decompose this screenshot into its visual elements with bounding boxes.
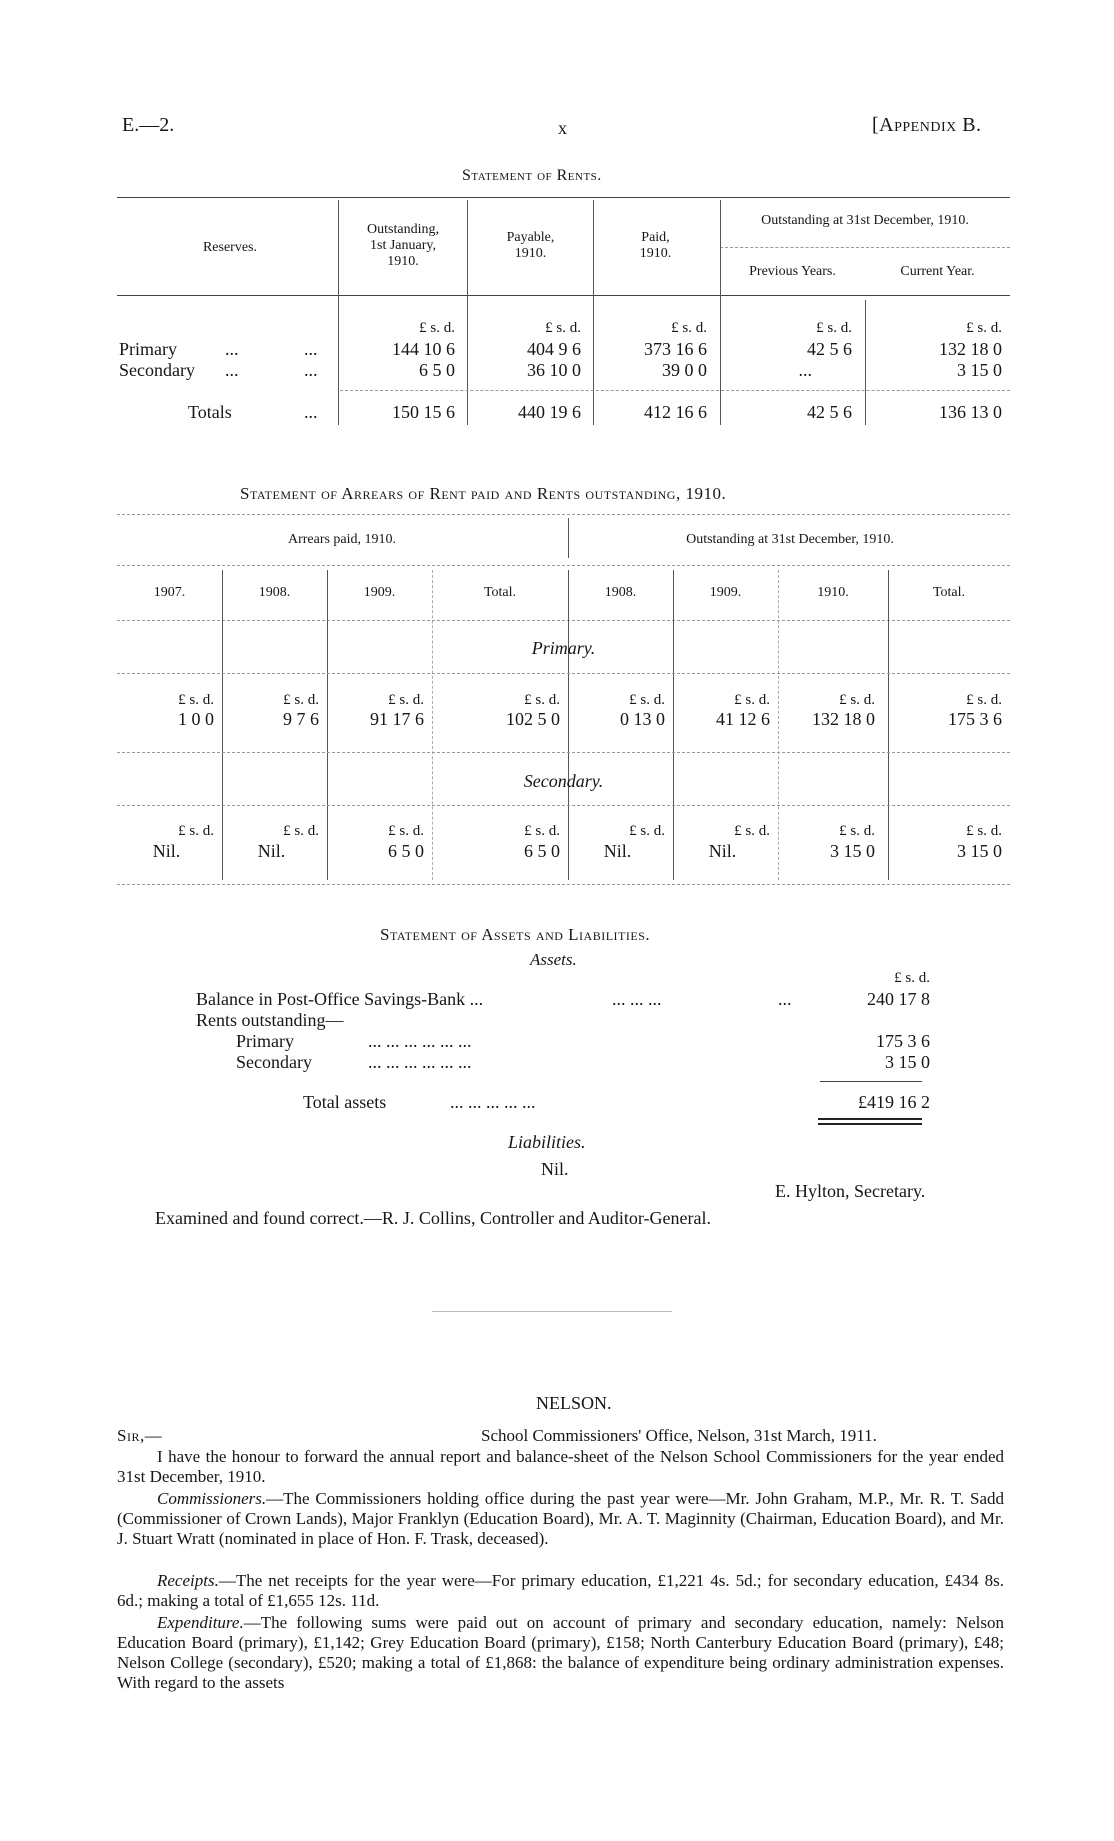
arrears-vrule <box>778 570 779 880</box>
assets-sum-rule <box>820 1081 922 1082</box>
examined-line: Examined and found correct.—R. J. Collins, Controller and Auditor-General. <box>155 1208 712 1228</box>
rents-col-payable: Payable, 1910. <box>506 230 555 261</box>
assets-total-rule <box>818 1118 922 1120</box>
rents-vrule <box>720 200 721 425</box>
arrears-primary-rule <box>117 673 1010 674</box>
arrears-group-rule <box>117 565 1010 566</box>
rents-subhead-rule <box>720 247 1010 248</box>
salutation: Sir,— <box>117 1426 163 1445</box>
arrears-col: Total. <box>932 585 966 600</box>
rents-top-rule <box>117 197 1010 198</box>
rents-vrule <box>865 300 866 425</box>
arrears-secondary-head-rule <box>117 805 1010 806</box>
arrears-col: 1907. <box>153 585 186 600</box>
rents-col-current: Current Year. <box>900 264 975 279</box>
rents-col-previous: Previous Years. <box>749 264 836 279</box>
rents-totals-rule <box>340 390 1010 391</box>
assets-title: Statement of Assets and Liabilities. <box>380 925 651 944</box>
arrears-group-outstanding: Outstanding at 31st December, 1910. <box>686 532 894 547</box>
liabilities-nil: Nil. <box>541 1159 569 1179</box>
page-number: x <box>558 118 567 138</box>
arrears-secondary-rule <box>117 752 1010 753</box>
rents-col-outstanding: Outstanding, 1st January, 1910. <box>367 222 439 269</box>
arrears-col: 1910. <box>817 585 849 600</box>
assets-total-rule <box>818 1123 922 1125</box>
paragraph-intro: I have the honour to forward the annual report and balance-sheet of the Nelson School Commissioners for the year ended 31st December, 1910. <box>117 1447 1004 1486</box>
nelson-heading: NELSON. <box>536 1393 612 1413</box>
paragraph-receipts: Receipts.—The net receipts for the year were—For primary education, £1,221 4s. 5d.; for secondary education, £434 8s. 6d.; making a total of £1,655 12s. 11d. <box>117 1571 1004 1610</box>
rents-vrule <box>338 200 339 425</box>
paragraph-commissioners: Commissioners.—The Commissioners holding office during the past year were—Mr. John Graham, M.P., Mr. R. T. Sadd (Commissioner of Crown Lands), Major Franklyn (Education Board), Mr. A. T. Maginnity (Chairman, Education Board), and Mr. J. Stuart Wratt (nominated in place of Hon. F. Trask, deceased). <box>117 1489 1004 1548</box>
arrears-vrule <box>327 570 328 880</box>
rents-col-reserves: Reserves. <box>202 240 258 255</box>
arrears-bottom-rule <box>117 884 1010 885</box>
page-code: E.—2. <box>122 114 175 136</box>
arrears-col: 1909. <box>363 585 396 600</box>
lsd-header: £ s. d. <box>816 320 852 336</box>
rents-head-rule <box>117 295 1010 296</box>
arrears-group-paid: Arrears paid, 1910. <box>287 532 397 547</box>
arrears-vrule <box>568 570 569 880</box>
paragraph-expenditure: Expenditure.—The following sums were paid out on account of primary and secondary education, namely: Nelson Education Board (primary), £1,142; Grey Education Board (primary), £158; North Canterbury Education Board (primary), £48; Nelson College (secondary), £520; making a total of £1,868: the balance of expenditure being ordinary administration expenses. With regard to the assets <box>117 1613 1004 1692</box>
arrears-vrule <box>432 570 433 880</box>
arrears-vrule <box>673 570 674 880</box>
arrears-col: 1909. <box>709 585 742 600</box>
office-dateline: School Commissioners' Office, Nelson, 31st March, 1911. <box>481 1426 877 1445</box>
lsd-header: £ s. d. <box>966 320 1002 336</box>
arrears-group-divider <box>568 518 569 558</box>
rents-vrule <box>467 200 468 425</box>
assets-subheading: Assets. <box>530 950 577 969</box>
lsd-header: £ s. d. <box>419 320 455 336</box>
rents-vrule <box>593 200 594 425</box>
rents-col-outstanding-31dec: Outstanding at 31st December, 1910. <box>761 213 969 228</box>
arrears-head-rule <box>117 620 1010 621</box>
arrears-vrule <box>222 570 223 880</box>
arrears-title: Statement of Arrears of Rent paid and Rents outstanding, 1910. <box>240 484 727 503</box>
arrears-primary-label: Primary. <box>531 638 596 658</box>
arrears-secondary-label: Secondary. <box>523 771 604 791</box>
liabilities-heading: Liabilities. <box>508 1132 586 1152</box>
arrears-col: Total. <box>483 585 517 600</box>
arrears-col: 1908. <box>258 585 291 600</box>
appendix-label: [Appendix B. <box>872 114 982 136</box>
arrears-col: 1908. <box>604 585 637 600</box>
section-separator <box>432 1311 672 1312</box>
lsd-header: £ s. d. <box>894 970 930 986</box>
signature-line: E. Hylton, Secretary. <box>775 1181 926 1201</box>
arrears-vrule <box>888 570 889 880</box>
rents-outstanding-label: Rents outstanding— <box>196 1010 344 1030</box>
arrears-top-rule <box>117 514 1010 515</box>
rents-col-paid: Paid, 1910. <box>639 230 672 261</box>
rents-title: Statement of Rents. <box>462 167 602 184</box>
lsd-header: £ s. d. <box>545 320 581 336</box>
lsd-header: £ s. d. <box>671 320 707 336</box>
